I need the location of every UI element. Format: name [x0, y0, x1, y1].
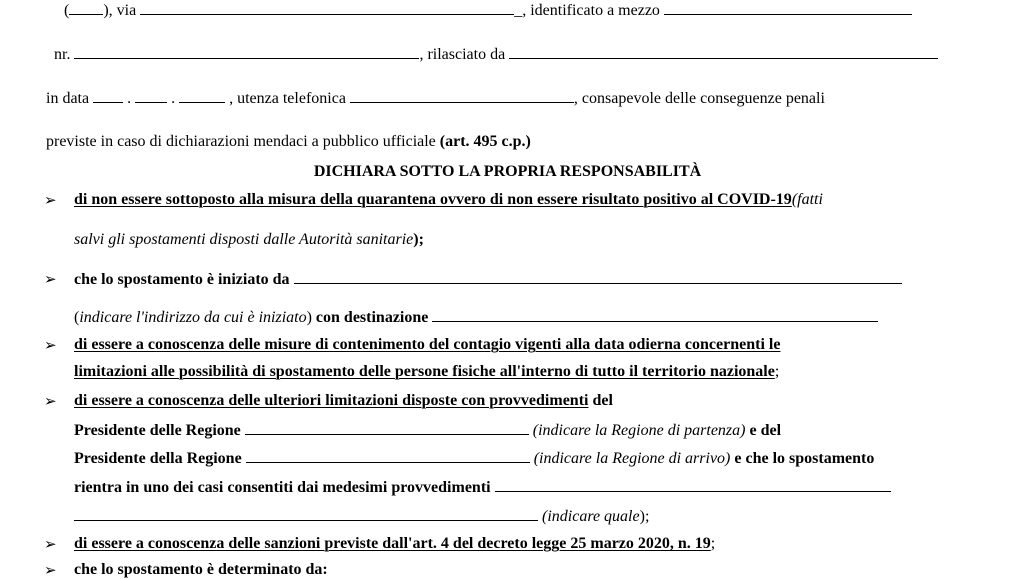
- start-note-paren: ): [306, 309, 312, 326]
- phone-field[interactable]: [350, 88, 574, 103]
- which-case-field[interactable]: [74, 506, 538, 521]
- and-trip-label: e che lo spostamento: [734, 450, 875, 467]
- and-of-label: e del: [749, 422, 782, 439]
- quarantine-note-end: );: [413, 231, 424, 248]
- date-phone-line: [46, 88, 825, 109]
- declaration-heading: DICHIARA SOTTO LA PROPRIA RESPONSABILITÀ: [313, 163, 702, 180]
- trip-reason-line: [74, 560, 328, 580]
- quarantine-text: di non essere sottoposto alla misura della quarantena ovvero di non essere risultato positivo al COVID-19: [74, 191, 792, 208]
- start-note-paren: (: [74, 309, 80, 326]
- allowed-case-line: [74, 477, 891, 498]
- phone-label: , utenza telefonica: [229, 90, 346, 107]
- quarantine-note: salvi gli spostamenti disposti dalle Autorità sanitarie: [74, 231, 414, 248]
- date-separator: .: [171, 90, 176, 107]
- trip-start-line: [74, 269, 902, 290]
- id-document-field[interactable]: [664, 0, 912, 15]
- arrow-bullet-icon: ➢: [44, 535, 57, 553]
- quarantine-statement: [74, 190, 823, 210]
- issued-by-label: , rilasciato da: [419, 46, 506, 63]
- trip-reason-label: che lo spostamento è determinato da:: [74, 561, 328, 578]
- arrival-region-note: (indicare la Regione di arrivo): [533, 450, 731, 467]
- regional-limitations-line: [74, 391, 613, 411]
- containment-measures-line2: [74, 362, 779, 382]
- destination-field[interactable]: [432, 307, 878, 322]
- departure-region-note: (indicare la Regione di partenza): [532, 422, 746, 439]
- arrow-bullet-icon: ➢: [44, 191, 57, 209]
- nr-label: nr.: [54, 46, 71, 63]
- arrival-region-field[interactable]: [246, 448, 530, 463]
- sanctions-text: di essere a conoscenza delle sanzioni previste dall'art. 4 del decreto legge 25 marzo 2020, n. 19: [74, 535, 711, 552]
- containment-text-2: limitazioni alle possibilità di spostamento delle persone fisiche all'interno di tutto il territorio nazionale: [74, 363, 775, 380]
- date-year-field[interactable]: [179, 88, 225, 103]
- containment-end: ;: [774, 363, 780, 380]
- allowed-case-label: rientra in uno dei casi consentiti dai medesimi provvedimenti: [74, 479, 491, 496]
- which-case-note: (indicare quale: [542, 508, 640, 525]
- province-field[interactable]: [69, 0, 103, 15]
- which-case-end: );: [639, 508, 650, 525]
- president-region-label-2: Presidente della Regione: [74, 450, 242, 467]
- which-case-line: [74, 506, 649, 527]
- via-label: ), via: [103, 2, 137, 19]
- containment-measures-line1: [74, 335, 780, 355]
- start-address-note: indicare l'indirizzo da cui è iniziato: [79, 309, 307, 326]
- penalty-line: [46, 132, 531, 152]
- trip-start-field[interactable]: [294, 269, 902, 284]
- departure-region-field[interactable]: [245, 420, 529, 435]
- quarantine-statement-cont: [74, 230, 424, 250]
- arrow-bullet-icon: ➢: [44, 270, 57, 288]
- issued-by-field[interactable]: [509, 44, 938, 59]
- date-month-field[interactable]: [135, 88, 167, 103]
- regional-limitations-text: di essere a conoscenza delle ulteriori limitazioni disposte con provvedimenti: [74, 392, 589, 409]
- trip-destination-line: [74, 307, 878, 328]
- province-paren-open: (: [64, 2, 70, 19]
- departure-region-line: [74, 420, 781, 441]
- date-separator: .: [127, 90, 132, 107]
- street-field[interactable]: [140, 0, 514, 15]
- penal-code-reference: (art. 495 c.p.): [439, 133, 531, 150]
- allowed-case-field[interactable]: [495, 477, 891, 492]
- sanctions-line: [74, 534, 715, 554]
- aware-label: , consapevole delle conseguenze penali: [573, 90, 825, 107]
- address-line: [64, 0, 912, 21]
- destination-label: con destinazione: [315, 309, 429, 326]
- president-region-label-1: Presidente delle Regione: [74, 422, 241, 439]
- date-label: in data: [46, 90, 90, 107]
- sanctions-end: ;: [710, 535, 716, 552]
- document-number-line: [54, 44, 938, 65]
- trip-start-label: che lo spostamento è iniziato da: [74, 271, 290, 288]
- arrow-bullet-icon: ➢: [44, 561, 57, 579]
- arrow-bullet-icon: ➢: [44, 336, 57, 354]
- del-label: del: [592, 392, 613, 409]
- date-day-field[interactable]: [93, 88, 123, 103]
- identified-by-label: _, identificato a mezzo: [514, 2, 660, 19]
- penalty-text: previste in caso di dichiarazioni mendaci a pubblico ufficiale: [46, 133, 436, 150]
- containment-text-1: di essere a conoscenza delle misure di contenimento del contagio vigenti alla data odierna concernenti le: [74, 336, 781, 353]
- arrival-region-line: [74, 448, 874, 469]
- document-number-field[interactable]: [74, 44, 419, 59]
- quarantine-note-start: (fatti: [791, 191, 823, 208]
- arrow-bullet-icon: ➢: [44, 392, 57, 410]
